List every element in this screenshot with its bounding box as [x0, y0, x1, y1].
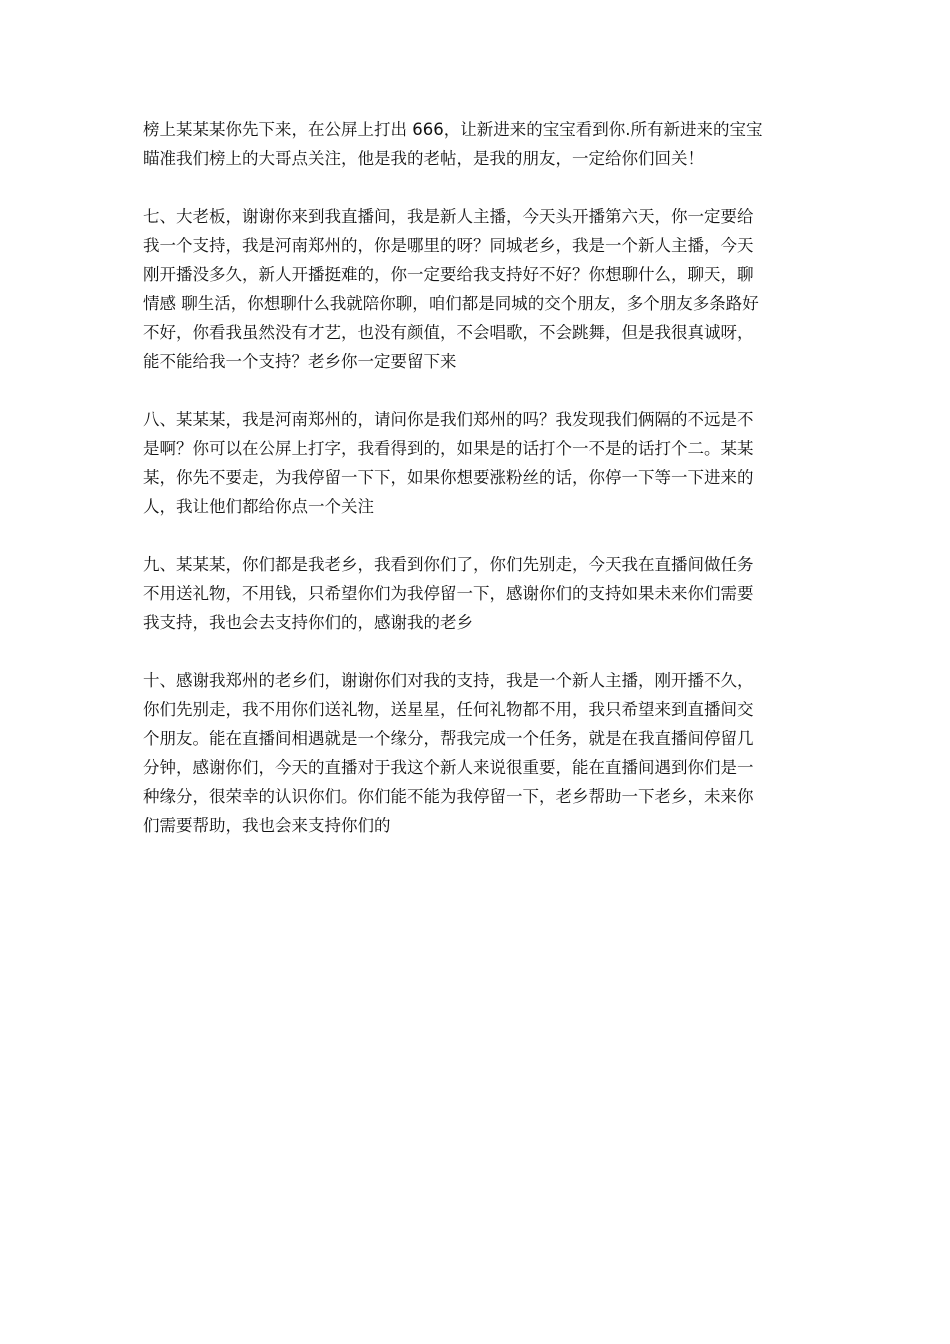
text-line: 情感 聊生活，你想聊什么我就陪你聊，咱们都是同城的交个朋友，多个朋友多条路好 — [143, 294, 759, 313]
text-line: 不好，你看我虽然没有才艺，也没有颜值，不会唱歌，不会跳舞，但是我很真诚呀， — [143, 323, 754, 342]
text-line: 我支持，我也会去支持你们的，感谢我的老乡 — [143, 613, 473, 632]
text-line: 不用送礼物，不用钱，只希望你们为我停留一下，感谢你们的支持如果未来你们需要 — [143, 584, 754, 603]
document-body — [143, 115, 803, 869]
paragraph-intro — [143, 115, 803, 173]
text-line: 我一个支持，我是河南郑州的，你是哪里的呀？同城老乡，我是一个新人主播，今天 — [143, 236, 754, 255]
text-line: 七、大老板，谢谢你来到我直播间，我是新人主播，今天头开播第六天，你一定要给 — [143, 207, 754, 226]
text-line: 十、感谢我郑州的老乡们，谢谢你们对我的支持，我是一个新人主播，刚开播不久， — [143, 671, 754, 690]
text-line: 们需要帮助，我也会来支持你们的 — [143, 816, 391, 835]
text-line: 九、某某某，你们都是我老乡，我看到你们了，你们先别走，今天我在直播间做任务 — [143, 555, 754, 574]
text-line: 刚开播没多久，新人开播挺难的，你一定要给我支持好不好？你想聊什么，聊天，聊 — [143, 265, 754, 284]
text-line: 是啊？你可以在公屏上打字，我看得到的，如果是的话打个一不是的话打个二。某某 — [143, 439, 754, 458]
text-line: 人，我让他们都给你点一个关注 — [143, 497, 374, 516]
text-line: 八、某某某，我是河南郑州的，请问你是我们郑州的吗？我发现我们俩隔的不远是不 — [143, 410, 754, 429]
text-line: 某，你先不要走，为我停留一下下，如果你想要涨粉丝的话，你停一下等一下进来的 — [143, 468, 754, 487]
text-line: 瞄准我们榜上的大哥点关注，他是我的老帖，是我的朋友，一定给你们回关！ — [143, 149, 704, 168]
paragraph-nine — [143, 550, 803, 637]
paragraph-seven — [143, 202, 803, 376]
text-line: 你们先别走，我不用你们送礼物，送星星，任何礼物都不用，我只希望来到直播间交 — [143, 700, 754, 719]
text-line: 分钟，感谢你们，今天的直播对于我这个新人来说很重要，能在直播间遇到你们是一 — [143, 758, 754, 777]
text-line: 个朋友。能在直播间相遇就是一个缘分，帮我完成一个任务，就是在我直播间停留几 — [143, 729, 754, 748]
text-line: 能不能给我一个支持？老乡你一定要留下来 — [143, 352, 457, 371]
text-line: 种缘分，很荣幸的认识你们。你们能不能为我停留一下，老乡帮助一下老乡，未来你 — [143, 787, 754, 806]
text-line: 榜上某某某你先下来，在公屏上打出 666，让新进来的宝宝看到你.所有新进来的宝宝 — [143, 120, 763, 139]
paragraph-eight — [143, 405, 803, 521]
paragraph-ten — [143, 666, 803, 840]
